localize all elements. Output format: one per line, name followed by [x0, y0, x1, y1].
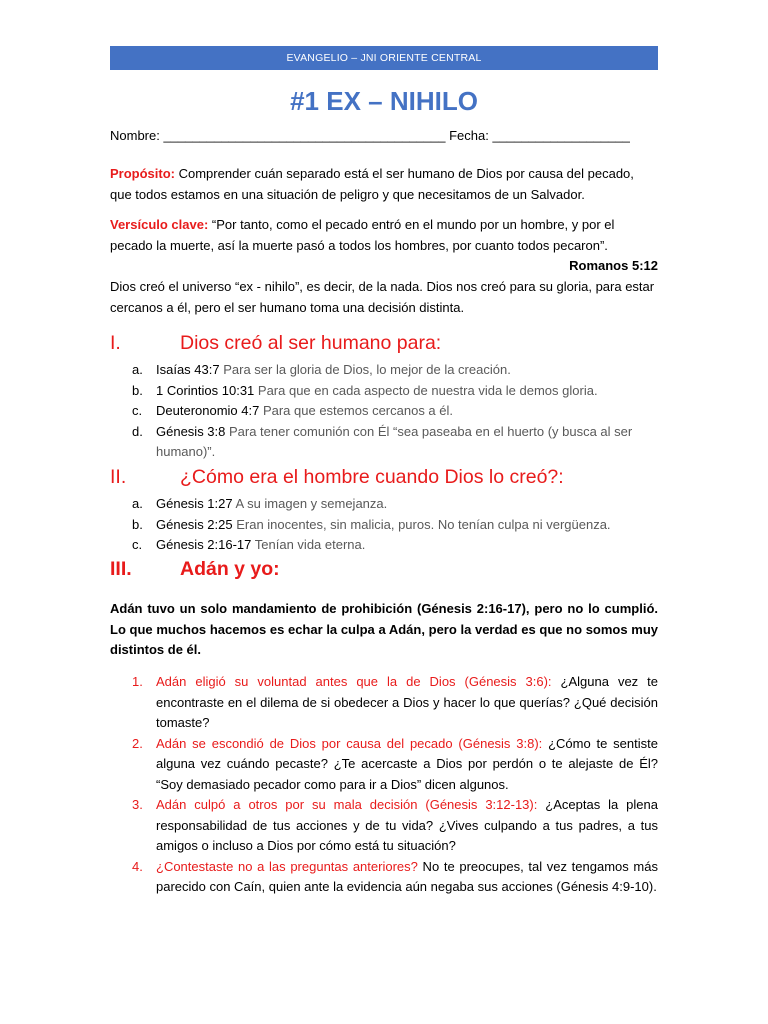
list-item [110, 734, 658, 796]
section-3-title: Adán y yo: [180, 558, 280, 580]
section-3-number: III. [110, 558, 132, 580]
item-heading: ¿Contestaste no a las preguntas anteriores? [156, 858, 418, 874]
list-item [110, 422, 658, 463]
item-text: ¿Alguna vez te encontraste en el dilema de si obedecer a Dios y hacer lo que querías? ¿Qué decisión tomaste? [156, 674, 659, 730]
section-2-list [110, 494, 658, 556]
proposito-paragraph [110, 164, 658, 205]
section-2-number: II. [110, 466, 127, 488]
versiculo-reference: Romanos 5:12 [569, 258, 658, 273]
section-1-list [110, 360, 658, 463]
list-item [110, 401, 658, 422]
list-item [110, 857, 658, 898]
item-text: Tenían vida eterna. [251, 537, 366, 552]
item-heading: Adán culpó a otros por su mala decisión (Génesis 3:12-13): [156, 797, 538, 812]
list-marker: d. [132, 423, 143, 439]
item-text: Eran inocentes, sin malicia, puros. No tenían culpa ni vergüenza. [232, 516, 611, 532]
nombre-field[interactable]: _______________________________________ [163, 128, 446, 143]
item-text: ¿Cómo te sentiste alguna vez cuándo pecaste? ¿Te acercaste a Dios por perdón o te alejaste de Él? “Soy demasiado pecador como para ir a Dios” dicen algunos. [156, 735, 658, 792]
item-heading: Adán se escondió de Dios por causa del pecado (Génesis 3:8): [156, 735, 543, 751]
list-marker: 4. [132, 858, 143, 874]
list-item [110, 515, 658, 536]
list-item [110, 795, 658, 857]
item-text: Para tener comunión con Él “sea paseaba en el huerto (y busca al ser humano)”. [156, 423, 633, 459]
section-3-heading [110, 558, 658, 581]
list-marker: c. [132, 403, 143, 418]
section-3-intro: Adán tuvo un solo mandamiento de prohibición (Génesis 2:16-17), pero no lo cumplió. Lo que muchos hacemos es echar la culpa a Adán, pero la verdad es que no somos muy distintos de él. [110, 601, 658, 657]
list-marker: c. [132, 537, 143, 552]
scripture-ref: Génesis 2:25 [156, 516, 233, 532]
section-2-title: ¿Cómo era el hombre cuando Dios lo creó?: [180, 466, 564, 488]
list-marker: b. [132, 516, 143, 532]
list-marker: b. [132, 382, 143, 398]
versiculo-paragraph [110, 215, 658, 256]
list-marker: a. [132, 496, 143, 511]
header-banner: EVANGELIO – JNI ORIENTE CENTRAL [110, 46, 658, 70]
list-item [110, 381, 658, 402]
versiculo-label: Versículo clave: [110, 217, 209, 232]
item-text: ¿Aceptas la plena responsabilidad de tus acciones y de tu vida? ¿Vives culpando a tus padres, a tus amigos o incluso a Dios por cómo está tu situación? [156, 797, 658, 853]
list-marker: 1. [132, 674, 143, 689]
item-heading: Adán eligió su voluntad antes que la de Dios (Génesis 3:6): [156, 674, 552, 689]
proposito-label: Propósito: [110, 166, 175, 181]
item-text: No te preocupes, tal vez tengamos más parecido con Caín, quien ante la evidencia aún negaba sus acciones (Génesis 4:9-10). [156, 858, 658, 894]
versiculo-text: “Por tanto, como el pecado entró en el mundo por un hombre, y por el pecado la muerte, así la muerte pasó a todos los hombres, por cuanto todos pecaron”. [110, 217, 615, 253]
section-1-title: Dios creó al ser humano para: [180, 332, 442, 354]
list-item [110, 360, 658, 381]
item-text: A su imagen y semejanza. [232, 496, 388, 511]
page-title: #1 EX – NIHILO [290, 86, 478, 116]
item-text: Para ser la gloria de Dios, lo mejor de la creación. [219, 362, 511, 377]
section-2-heading [110, 466, 658, 489]
scripture-ref: 1 Corintios 10:31 [156, 382, 255, 398]
section-3-list [110, 672, 658, 898]
item-text: Para que en cada aspecto de nuestra vida le demos gloria. [254, 382, 598, 398]
item-text: Para que estemos cercanos a él. [259, 403, 454, 418]
nombre-label: Nombre: [110, 128, 160, 143]
list-item [110, 672, 658, 734]
scripture-ref: Génesis 3:8 [156, 423, 226, 439]
list-item [110, 535, 658, 556]
list-marker: 3. [132, 797, 143, 812]
proposito-text: Comprender cuán separado está el ser humano de Dios por causa del pecado, que todos estamos en una situación de peligro y que necesitamos de un Salvador. [110, 166, 634, 202]
scripture-ref: Deuteronomio 4:7 [156, 403, 260, 418]
section-1-number: I. [110, 332, 121, 354]
scripture-ref: Isaías 43:7 [156, 362, 220, 377]
list-item [110, 494, 658, 515]
list-marker: a. [132, 362, 143, 377]
section-1-heading [110, 332, 658, 355]
fecha-label: Fecha: [449, 128, 489, 143]
scripture-ref: Génesis 1:27 [156, 496, 233, 511]
intro-paragraph: Dios creó el universo “ex - nihilo”, es decir, de la nada. Dios nos creó para su gloria, para estar cercanos a él, pero el ser humano toma una decisión distinta. [110, 279, 655, 315]
fecha-field[interactable]: ___________________ [492, 128, 630, 143]
list-marker: 2. [132, 735, 143, 751]
scripture-ref: Génesis 2:16-17 [156, 537, 252, 552]
form-line [110, 126, 658, 147]
